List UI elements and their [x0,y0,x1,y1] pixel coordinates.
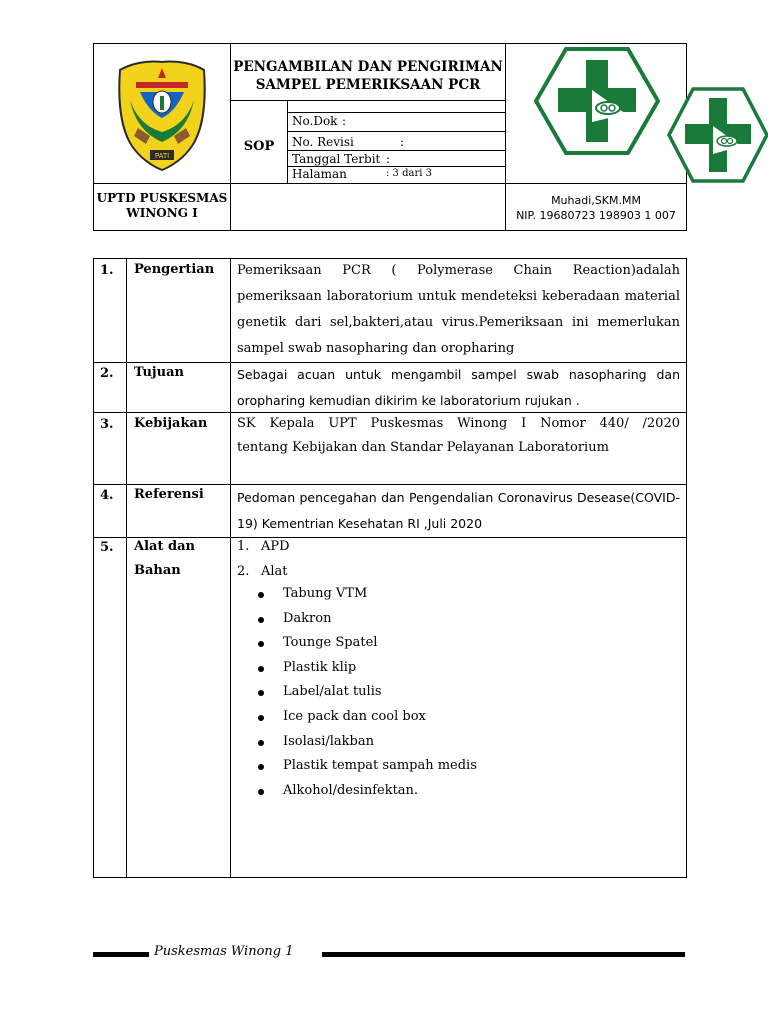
list-item [237,560,288,585]
bullet-dot-icon [258,617,264,623]
bullet-dot-icon [258,764,264,770]
section-5-label [134,535,195,583]
section-2-label: Tujuan [134,365,184,380]
bullet-item-text: Ice pack dan cool box [283,708,426,724]
document-title-line2: SAMPEL PEMERIKSAAN PCR [255,77,481,93]
section-1-body [237,258,680,362]
bullet-dot-icon [258,592,264,598]
footer-rule-left [93,952,149,957]
bullet-dot-icon [258,715,264,721]
section-1-line: pemeriksaan laboratorium untuk mendeteksi keberadaan material [237,289,680,304]
section-3-line: tentang Kebijakan dan Standar Pelayanan Laboratorium [237,440,609,455]
section-2-line: oropharing kemudian dikirim ke laboratorium rujukan . [237,393,580,408]
bullet-dot-icon [258,641,264,647]
list-item [237,535,290,560]
organization-name [94,191,230,221]
bullet-dot-icon [258,789,264,795]
section-5-label-line2: Bahan [134,563,181,578]
section-4-body [237,485,680,537]
no-revisi-row [292,134,405,150]
footer-rule-right [322,952,685,957]
puskesmas-logo [534,46,660,156]
no-dok-value: : [342,114,347,128]
section-3-number: 3. [100,417,114,432]
section-1-line: genetik dari sel,bakteri,atau virus.Pemeriksaan ini memerlukan [237,315,680,330]
section-2-number: 2. [100,366,114,381]
bullet-dot-icon [258,740,264,746]
document-title-line1: PENGAMBILAN DAN PENGIRIMAN [233,59,503,75]
bullet-item-text: Isolasi/lakban [283,733,374,749]
bullet-item-text: Plastik tempat sampah medis [283,758,477,774]
no-dok-row [292,113,347,129]
signer-block [506,193,686,223]
list-item-text: APD [261,539,290,554]
no-revisi-label: No. Revisi [292,135,354,149]
section-4-line: 19) Kementrian Kesehatan RI ,Juli 2020 [237,516,483,531]
signer-name: Muhadi,SKM.MM [551,194,641,207]
section-1-line: Pemeriksaan PCR ( Polymerase Chain Reaction)adalah [237,263,680,278]
organization-name-line1: UPTD PUSKESMAS [96,191,228,205]
document-title [232,58,504,94]
no-dok-label: No.Dok [292,114,338,128]
section-4-number: 4. [100,488,114,503]
list-item-marker: 2. [237,563,250,579]
puskesmas-logo-small [667,86,768,184]
section-4-label: Referensi [134,487,204,502]
footer-text: Puskesmas Winong 1 [154,944,294,959]
section-4-line: Pedoman pencegahan dan Pengendalian Coronavirus Desease(COVID- [237,490,680,505]
section-2-line: Sebagai acuan untuk mengambil sampel swab nasopharing dan [237,367,680,382]
emblem-text: PATI [154,152,170,160]
section-5-numbered-list [237,535,290,584]
tanggal-terbit-row [292,151,391,167]
bullet-item-text: Label/alat tulis [283,684,382,700]
sop-label: SOP [243,139,275,154]
section-5-label-line1: Alat dan [134,539,195,554]
tanggal-terbit-value: : [386,152,391,166]
section-1-line: sampel swab nasopharing dan oropharing [237,341,515,356]
organization-name-line2: WINONG I [126,206,198,220]
bullet-item-text: Dakron [283,610,332,626]
section-3-line: SK Kepala UPT Puskesmas Winong I Nomor 440/ /2020 [237,416,680,431]
bullet-item-text: Tounge Spatel [283,635,378,651]
section-3-label: Kebijakan [134,416,208,431]
bullet-dot-icon [258,690,264,696]
tanggal-terbit-label: Tanggal Terbit [292,152,381,166]
halaman-value: : 3 dari 3 [386,168,432,179]
regional-emblem-logo [116,58,208,172]
signer-nip: NIP. 19680723 198903 1 007 [516,209,676,222]
section-2-body [237,362,680,414]
bullet-item-text: Tabung VTM [283,586,368,601]
bullet-dot-icon [258,666,264,672]
list-item-text: Alat [261,563,288,579]
halaman-label: Halaman [292,167,347,181]
section-1-number: 1. [100,263,114,278]
list-item-marker: 1. [237,539,250,554]
halaman-row [292,166,432,182]
no-revisi-value: : [400,135,405,149]
bullet-item-text: Alkohol/desinfektan. [283,782,419,798]
bullet-item-text: Plastik klip [283,659,357,675]
section-5-number: 5. [100,540,114,555]
section-3-body [237,412,680,460]
section-1-label: Pengertian [134,262,215,277]
